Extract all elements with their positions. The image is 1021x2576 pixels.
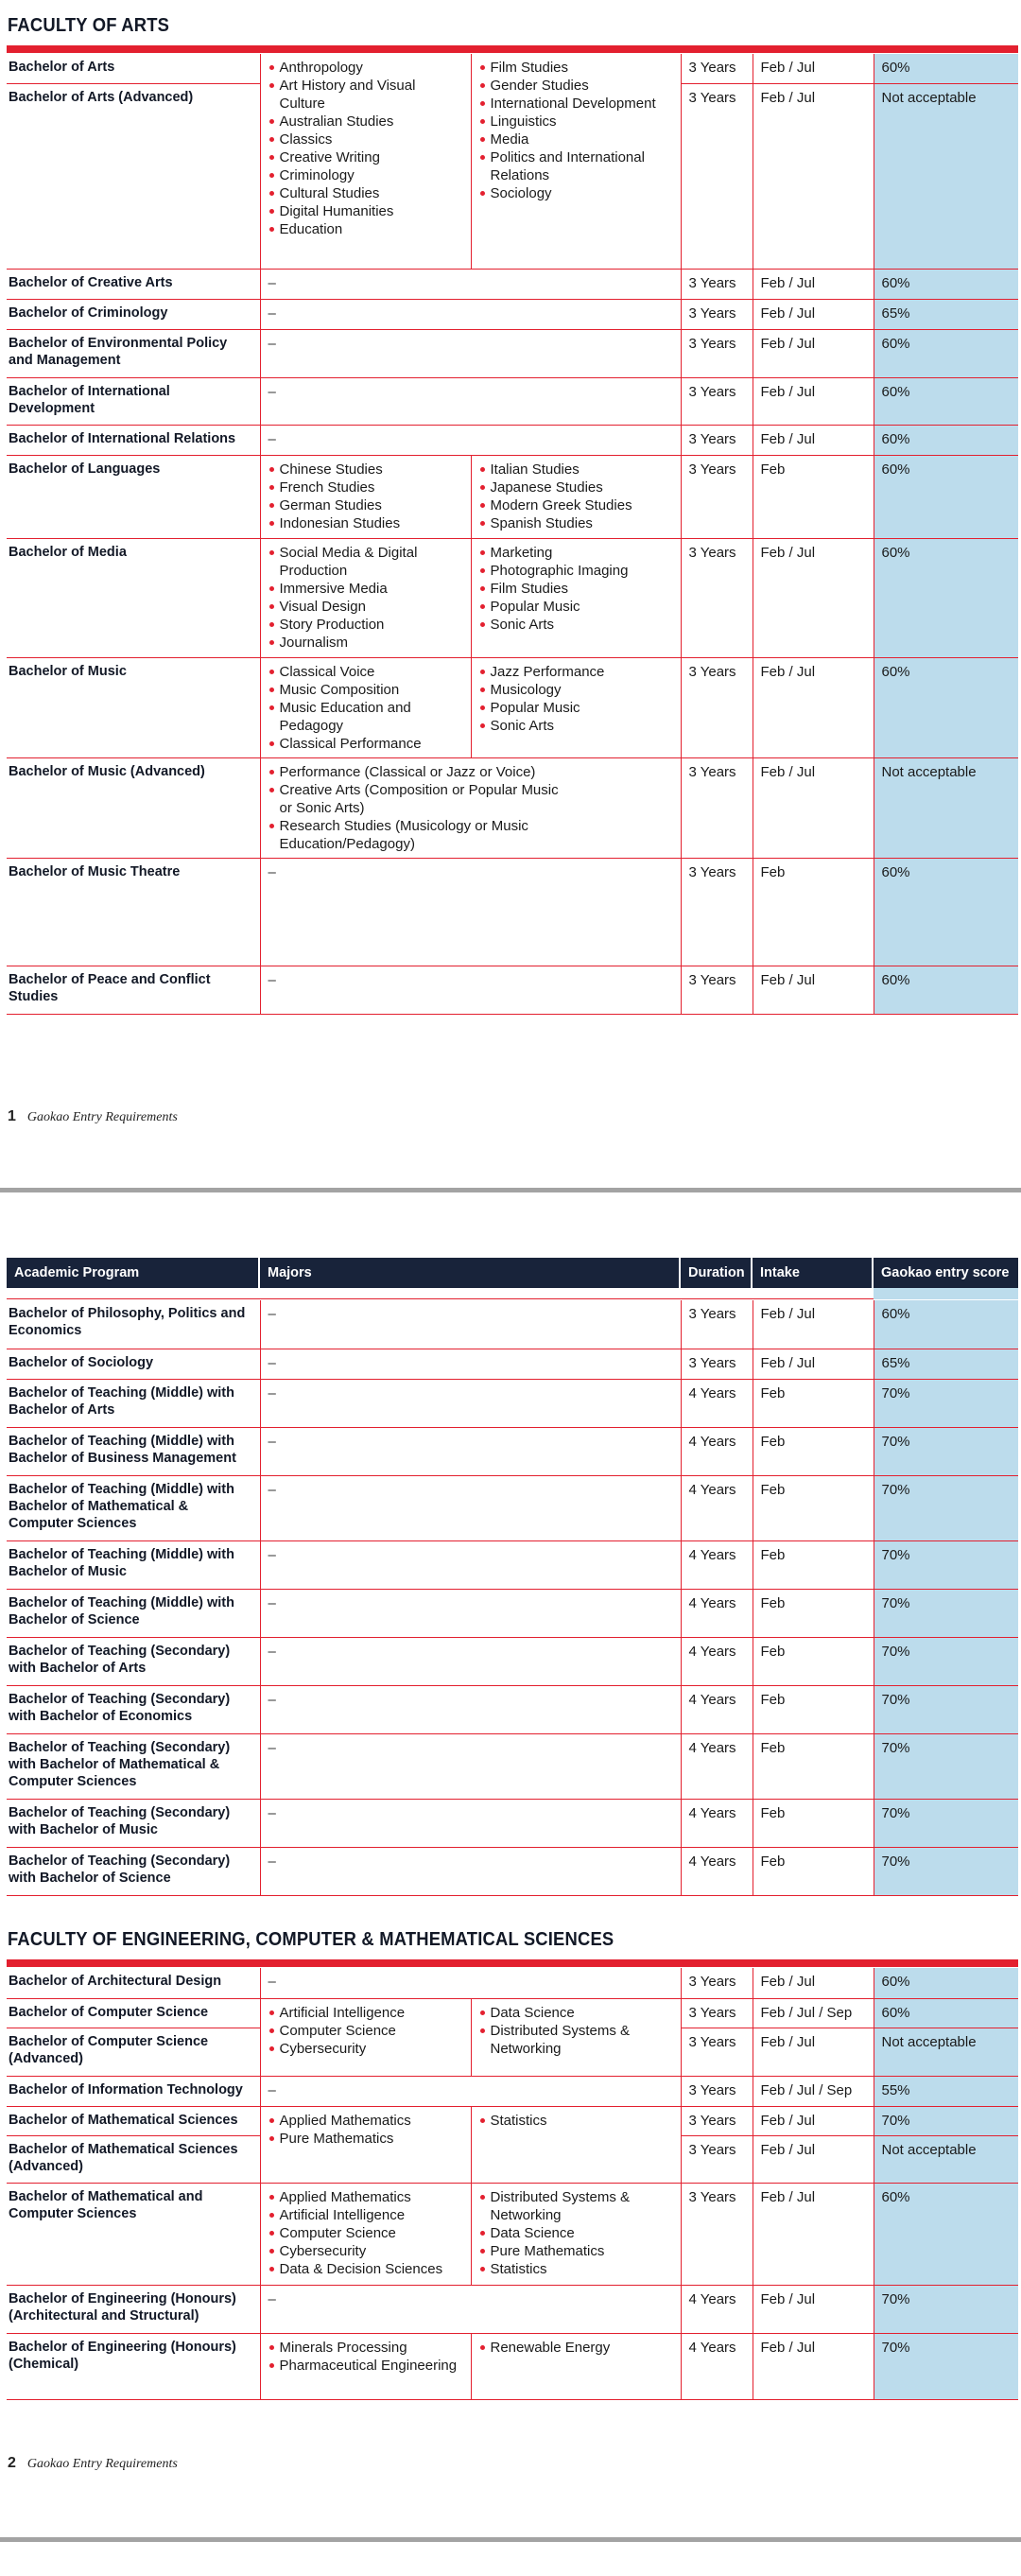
footer-title: Gaokao Entry Requirements — [26, 2457, 178, 2471]
major-item: Pharmaceutical Engineering — [268, 2357, 463, 2375]
table-row — [7, 1427, 1018, 1475]
page-2 — [0, 1201, 1021, 2570]
duration: 3 Years — [681, 538, 753, 657]
program-name: Bachelor of Music Theatre — [7, 858, 260, 966]
faculty-title: FACULTY OF ENGINEERING, COMPUTER & MATHEMATICAL SCIENCES — [8, 1929, 614, 1950]
major-item: Classical Performance — [268, 735, 463, 753]
major-item: Media — [479, 131, 673, 148]
red-rule — [7, 1959, 1018, 1967]
major-item: Classics — [268, 131, 463, 148]
majors: – — [260, 269, 681, 299]
intake: Feb / Jul / Sep — [753, 2076, 874, 2106]
major-item: Statistics — [479, 2112, 673, 2130]
table-row — [7, 1637, 1018, 1685]
intake: Feb / Jul — [753, 538, 874, 657]
footer-title: Gaokao Entry Requirements — [26, 1110, 178, 1124]
majors-right — [471, 538, 681, 657]
table-row — [7, 2183, 1018, 2285]
intake: Feb — [753, 455, 874, 538]
duration: 3 Years — [681, 2135, 753, 2183]
gaokao-score: 60% — [874, 377, 1018, 425]
intake: Feb — [753, 858, 874, 966]
major-item: Cultural Studies — [268, 184, 463, 202]
table-row — [7, 538, 1018, 657]
program-name: Bachelor of Music (Advanced) — [7, 757, 260, 858]
intake: Feb / Jul — [753, 83, 874, 269]
red-rule — [7, 45, 1018, 53]
gaokao-score: 55% — [874, 2076, 1018, 2106]
table-row — [7, 299, 1018, 329]
gaokao-score: 70% — [874, 1799, 1018, 1847]
program-name: Bachelor of Mathematical and Computer Sciences — [7, 2183, 260, 2285]
intake: Feb / Jul — [753, 2135, 874, 2183]
table-row — [7, 1475, 1018, 1540]
intake: Feb / Jul — [753, 757, 874, 858]
table-row — [7, 966, 1018, 1014]
majors: – — [260, 1475, 681, 1540]
programs-table-arts — [7, 54, 1018, 1015]
majors-right — [471, 1998, 681, 2076]
major-item: Renewable Energy — [479, 2339, 673, 2357]
majors: – — [260, 2076, 681, 2106]
gaokao-score: 70% — [874, 1540, 1018, 1589]
program-name: Bachelor of Teaching (Secondary) with Bachelor of Music — [7, 1799, 260, 1847]
majors: – — [260, 1847, 681, 1895]
majors: – — [260, 425, 681, 455]
major-item: Applied Mathematics — [268, 2188, 463, 2206]
majors — [260, 757, 681, 858]
major-item: Distributed Systems & Networking — [479, 2022, 673, 2058]
majors: – — [260, 1968, 681, 1998]
programs-table-arts-continued — [7, 1300, 1018, 1896]
gaokao-score: Not acceptable — [874, 2028, 1018, 2076]
duration: 3 Years — [681, 425, 753, 455]
gaokao-score: Not acceptable — [874, 757, 1018, 858]
intake: Feb / Jul — [753, 299, 874, 329]
gaokao-score: 60% — [874, 1968, 1018, 1998]
majors-left — [260, 2183, 471, 2285]
major-item: Cybersecurity — [268, 2242, 463, 2260]
major-item: Data Science — [479, 2004, 673, 2022]
major-item: Film Studies — [479, 580, 673, 598]
table-row — [7, 2076, 1018, 2106]
major-item: Data Science — [479, 2224, 673, 2242]
major-item: Distributed Systems & Networking — [479, 2188, 673, 2224]
program-name: Bachelor of Teaching (Secondary) with Bachelor of Arts — [7, 1637, 260, 1685]
gaokao-score: 60% — [874, 329, 1018, 377]
intake: Feb — [753, 1427, 874, 1475]
program-name: Bachelor of Environmental Policy and Management — [7, 329, 260, 377]
table-row — [7, 1799, 1018, 1847]
table-row — [7, 1685, 1018, 1733]
gaokao-score: 70% — [874, 2106, 1018, 2135]
program-name: Bachelor of Music — [7, 657, 260, 757]
majors: – — [260, 2285, 681, 2333]
major-item: Marketing — [479, 544, 673, 562]
program-name: Bachelor of Sociology — [7, 1349, 260, 1379]
page-separator — [0, 1188, 1021, 1192]
program-name: Bachelor of International Relations — [7, 425, 260, 455]
duration: 3 Years — [681, 966, 753, 1014]
major-item: Data & Decision Sciences — [268, 2260, 463, 2278]
majors-left — [260, 1998, 471, 2076]
gaokao-score: 60% — [874, 966, 1018, 1014]
table-row — [7, 2106, 1018, 2135]
gaokao-score: 60% — [874, 858, 1018, 966]
majors: – — [260, 377, 681, 425]
majors-right — [471, 2183, 681, 2285]
duration: 4 Years — [681, 1847, 753, 1895]
gaokao-score: 60% — [874, 269, 1018, 299]
table-row — [7, 1847, 1018, 1895]
intake: Feb — [753, 1540, 874, 1589]
majors-left — [260, 2106, 471, 2183]
page-number: 2 — [8, 2455, 16, 2471]
intake: Feb / Jul — [753, 2285, 874, 2333]
majors: – — [260, 1540, 681, 1589]
duration: 3 Years — [681, 2076, 753, 2106]
majors: – — [260, 1300, 681, 1349]
majors: – — [260, 1349, 681, 1379]
program-name: Bachelor of Computer Science — [7, 1998, 260, 2028]
major-item: Music Composition — [268, 681, 463, 699]
table-row — [7, 757, 1018, 858]
gaokao-score: 70% — [874, 1847, 1018, 1895]
intake: Feb / Jul — [753, 1349, 874, 1379]
major-item: Popular Music — [479, 699, 673, 717]
majors: – — [260, 1637, 681, 1685]
gaokao-score: 70% — [874, 1685, 1018, 1733]
major-item: Photographic Imaging — [479, 562, 673, 580]
duration: 3 Years — [681, 455, 753, 538]
program-name: Bachelor of Mathematical Sciences — [7, 2106, 260, 2135]
intake: Feb — [753, 1589, 874, 1637]
major-item: Computer Science — [268, 2022, 463, 2040]
duration: 3 Years — [681, 54, 753, 83]
program-name: Bachelor of Engineering (Honours) (Chemical) — [7, 2333, 260, 2399]
table-row — [7, 455, 1018, 538]
program-name: Bachelor of Arts — [7, 54, 260, 83]
majors: – — [260, 1379, 681, 1427]
majors-right — [471, 657, 681, 757]
major-item: Minerals Processing — [268, 2339, 463, 2357]
program-name: Bachelor of Architectural Design — [7, 1968, 260, 1998]
duration: 3 Years — [681, 1998, 753, 2028]
program-name: Bachelor of Teaching (Middle) with Bachelor of Business Management — [7, 1427, 260, 1475]
major-item: Sociology — [479, 184, 673, 202]
table-row — [7, 657, 1018, 757]
major-item: Applied Mathematics — [268, 2112, 463, 2130]
major-item: Artificial Intelligence — [268, 2004, 463, 2022]
gaokao-score: 70% — [874, 1427, 1018, 1475]
header-academic-program: Academic Program — [7, 1258, 260, 1288]
majors: – — [260, 1733, 681, 1799]
program-name: Bachelor of Teaching (Secondary) with Bachelor of Science — [7, 1847, 260, 1895]
duration: 4 Years — [681, 1685, 753, 1733]
majors: – — [260, 299, 681, 329]
duration: 3 Years — [681, 2028, 753, 2076]
intake: Feb / Jul — [753, 425, 874, 455]
majors-left — [260, 455, 471, 538]
header-gaokao-score: Gaokao entry score — [874, 1258, 1018, 1288]
table-row — [7, 425, 1018, 455]
gaokao-score: 70% — [874, 1475, 1018, 1540]
major-item: Creative Writing — [268, 148, 463, 166]
duration: 4 Years — [681, 1637, 753, 1685]
major-item: Musicology — [479, 681, 673, 699]
duration: 4 Years — [681, 1475, 753, 1540]
majors-left — [260, 538, 471, 657]
major-item: Creative Arts (Composition or Popular Music or Sonic Arts) — [268, 781, 571, 817]
program-name: Bachelor of Teaching (Middle) with Bachelor of Arts — [7, 1379, 260, 1427]
majors: – — [260, 966, 681, 1014]
gaokao-score: 70% — [874, 1733, 1018, 1799]
intake: Feb / Jul — [753, 1968, 874, 1998]
major-item: Popular Music — [479, 598, 673, 616]
duration: 3 Years — [681, 299, 753, 329]
header-intake: Intake — [753, 1258, 874, 1288]
intake: Feb / Jul — [753, 2183, 874, 2285]
majors: – — [260, 858, 681, 966]
major-item: Art History and Visual Culture — [268, 77, 463, 113]
major-item: Music Education and Pedagogy — [268, 699, 463, 735]
program-name: Bachelor of Computer Science (Advanced) — [7, 2028, 260, 2076]
table-header — [7, 1258, 1018, 1288]
duration: 3 Years — [681, 1968, 753, 1998]
duration: 3 Years — [681, 83, 753, 269]
gaokao-score: 65% — [874, 299, 1018, 329]
major-item: Pure Mathematics — [268, 2130, 463, 2148]
program-name: Bachelor of Engineering (Honours) (Architectural and Structural) — [7, 2285, 260, 2333]
major-item: Education — [268, 220, 463, 238]
gaokao-score: 60% — [874, 1998, 1018, 2028]
duration: 4 Years — [681, 1379, 753, 1427]
gaokao-score: 65% — [874, 1349, 1018, 1379]
majors-left — [260, 2333, 471, 2399]
table-row — [7, 2285, 1018, 2333]
gaokao-score: 60% — [874, 1300, 1018, 1349]
program-name: Bachelor of International Development — [7, 377, 260, 425]
table-row — [7, 2333, 1018, 2399]
duration: 3 Years — [681, 329, 753, 377]
program-name: Bachelor of Creative Arts — [7, 269, 260, 299]
program-name: Bachelor of Peace and Conflict Studies — [7, 966, 260, 1014]
intake: Feb — [753, 1475, 874, 1540]
table-row — [7, 1998, 1018, 2028]
duration: 4 Years — [681, 1589, 753, 1637]
program-name: Bachelor of Languages — [7, 455, 260, 538]
intake: Feb — [753, 1799, 874, 1847]
majors-right — [471, 54, 681, 269]
intake: Feb / Jul — [753, 377, 874, 425]
major-item: Indonesian Studies — [268, 514, 463, 532]
gaokao-score: 60% — [874, 538, 1018, 657]
majors: – — [260, 1799, 681, 1847]
program-name: Bachelor of Mathematical Sciences (Advanced) — [7, 2135, 260, 2183]
majors-right — [471, 2333, 681, 2399]
duration: 4 Years — [681, 2285, 753, 2333]
table-row — [7, 1379, 1018, 1427]
major-item: German Studies — [268, 496, 463, 514]
major-item: Film Studies — [479, 59, 673, 77]
page-footer — [8, 2455, 178, 2472]
table-row — [7, 1300, 1018, 1349]
program-name: Bachelor of Teaching (Secondary) with Bachelor of Mathematical & Computer Sciences — [7, 1733, 260, 1799]
gaokao-score: 70% — [874, 1379, 1018, 1427]
gaokao-score: 60% — [874, 2183, 1018, 2285]
major-item: Anthropology — [268, 59, 463, 77]
table-row — [7, 1733, 1018, 1799]
gaokao-score: 60% — [874, 657, 1018, 757]
program-name: Bachelor of Media — [7, 538, 260, 657]
table-row — [7, 1589, 1018, 1637]
gaokao-score: Not acceptable — [874, 2135, 1018, 2183]
major-item: Linguistics — [479, 113, 673, 131]
table-row — [7, 1968, 1018, 1998]
major-item: Japanese Studies — [479, 479, 673, 496]
intake: Feb / Jul — [753, 1300, 874, 1349]
program-name: Bachelor of Information Technology — [7, 2076, 260, 2106]
intake: Feb — [753, 1685, 874, 1733]
major-item: Criminology — [268, 166, 463, 184]
table-row — [7, 269, 1018, 299]
major-item: Research Studies (Musicology or Music Education/Pedagogy) — [268, 817, 571, 853]
page-1 — [0, 0, 1021, 1193]
intake: Feb / Jul — [753, 269, 874, 299]
gaokao-score: 60% — [874, 54, 1018, 83]
programs-table-engineering — [7, 1968, 1018, 2400]
duration: 3 Years — [681, 377, 753, 425]
major-item: Immersive Media — [268, 580, 463, 598]
gaokao-score: 70% — [874, 1637, 1018, 1685]
intake: Feb / Jul — [753, 2333, 874, 2399]
majors: – — [260, 1589, 681, 1637]
table-row — [7, 1540, 1018, 1589]
duration: 3 Years — [681, 1300, 753, 1349]
header-majors: Majors — [260, 1258, 681, 1288]
program-name: Bachelor of Teaching (Middle) with Bachelor of Music — [7, 1540, 260, 1589]
majors: – — [260, 329, 681, 377]
gaokao-score: 70% — [874, 2333, 1018, 2399]
major-item: Modern Greek Studies — [479, 496, 673, 514]
table-row — [7, 329, 1018, 377]
intake: Feb — [753, 1847, 874, 1895]
intake: Feb / Jul / Sep — [753, 1998, 874, 2028]
intake: Feb / Jul — [753, 657, 874, 757]
intake: Feb — [753, 1379, 874, 1427]
major-item: Gender Studies — [479, 77, 673, 95]
intake: Feb / Jul — [753, 966, 874, 1014]
major-item: Visual Design — [268, 598, 463, 616]
header-gap — [7, 1288, 1018, 1299]
major-item: Journalism — [268, 634, 463, 652]
table-row — [7, 54, 1018, 83]
program-name: Bachelor of Teaching (Middle) with Bachelor of Science — [7, 1589, 260, 1637]
duration: 4 Years — [681, 2333, 753, 2399]
header-duration: Duration — [681, 1258, 753, 1288]
program-name: Bachelor of Arts (Advanced) — [7, 83, 260, 269]
score-column-band — [874, 1288, 1018, 1299]
major-item: International Development — [479, 95, 673, 113]
major-item: Australian Studies — [268, 113, 463, 131]
gaokao-score: 70% — [874, 1589, 1018, 1637]
majors-left — [260, 657, 471, 757]
program-name: Bachelor of Teaching (Middle) with Bachelor of Mathematical & Computer Sciences — [7, 1475, 260, 1540]
table-row — [7, 1349, 1018, 1379]
major-item: Story Production — [268, 616, 463, 634]
major-item: Spanish Studies — [479, 514, 673, 532]
major-item: Jazz Performance — [479, 663, 673, 681]
faculty-title: FACULTY OF ARTS — [8, 15, 170, 36]
duration: 3 Years — [681, 2183, 753, 2285]
program-name: Bachelor of Philosophy, Politics and Economics — [7, 1300, 260, 1349]
duration: 3 Years — [681, 657, 753, 757]
major-item: Artificial Intelligence — [268, 2206, 463, 2224]
major-item: Digital Humanities — [268, 202, 463, 220]
duration: 3 Years — [681, 858, 753, 966]
major-item: Computer Science — [268, 2224, 463, 2242]
page-footer — [8, 1108, 178, 1125]
majors-right — [471, 455, 681, 538]
duration: 3 Years — [681, 269, 753, 299]
majors-right — [471, 2106, 681, 2183]
major-item: Social Media & Digital Production — [268, 544, 463, 580]
intake: Feb / Jul — [753, 329, 874, 377]
table-row — [7, 858, 1018, 966]
duration: 4 Years — [681, 1799, 753, 1847]
majors-left — [260, 54, 471, 269]
page-number: 1 — [8, 1108, 16, 1124]
intake: Feb — [753, 1637, 874, 1685]
duration: 3 Years — [681, 1349, 753, 1379]
duration: 3 Years — [681, 2106, 753, 2135]
gaokao-score: 60% — [874, 455, 1018, 538]
gaokao-score: Not acceptable — [874, 83, 1018, 269]
duration: 3 Years — [681, 757, 753, 858]
major-item: Sonic Arts — [479, 616, 673, 634]
duration: 4 Years — [681, 1733, 753, 1799]
program-name: Bachelor of Criminology — [7, 299, 260, 329]
major-item: Cybersecurity — [268, 2040, 463, 2058]
duration: 4 Years — [681, 1540, 753, 1589]
majors: – — [260, 1685, 681, 1733]
intake: Feb — [753, 1733, 874, 1799]
gaokao-score: 70% — [874, 2285, 1018, 2333]
major-item: Pure Mathematics — [479, 2242, 673, 2260]
program-name: Bachelor of Teaching (Secondary) with Bachelor of Economics — [7, 1685, 260, 1733]
gaokao-score: 60% — [874, 425, 1018, 455]
major-item: French Studies — [268, 479, 463, 496]
intake: Feb / Jul — [753, 2106, 874, 2135]
major-item: Classical Voice — [268, 663, 463, 681]
table-row — [7, 377, 1018, 425]
major-item: Performance (Classical or Jazz or Voice) — [268, 763, 571, 781]
major-item: Politics and International Relations — [479, 148, 673, 184]
major-item: Sonic Arts — [479, 717, 673, 735]
intake: Feb / Jul — [753, 2028, 874, 2076]
majors: – — [260, 1427, 681, 1475]
major-item: Italian Studies — [479, 461, 673, 479]
major-item: Chinese Studies — [268, 461, 463, 479]
page-separator — [0, 2537, 1021, 2542]
major-item: Statistics — [479, 2260, 673, 2278]
duration: 4 Years — [681, 1427, 753, 1475]
intake: Feb / Jul — [753, 54, 874, 83]
